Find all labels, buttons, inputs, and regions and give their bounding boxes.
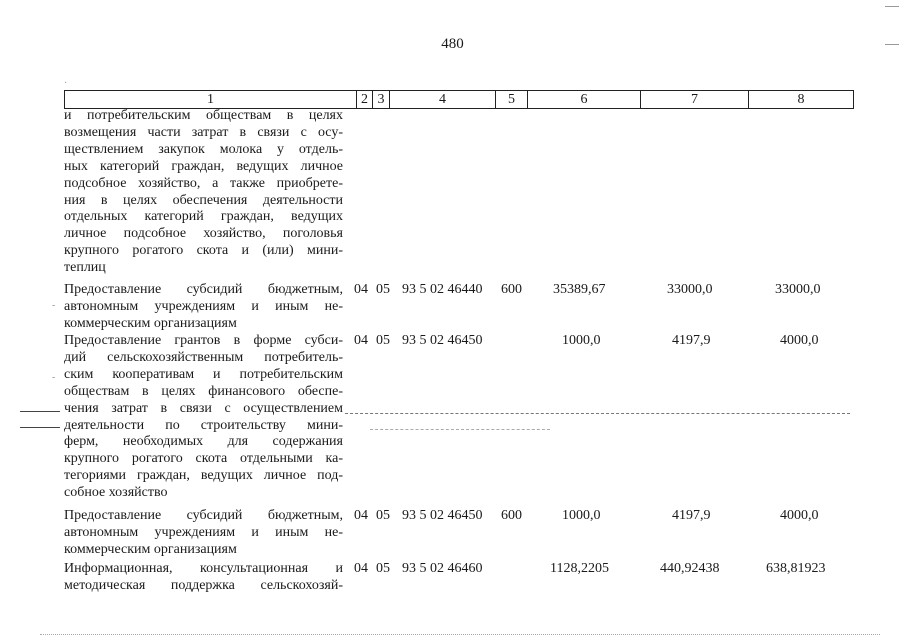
header-col-5: 5	[495, 91, 527, 108]
cell-value-6: 1000,0	[562, 508, 601, 523]
header-col-6: 6	[527, 91, 640, 108]
cell-value-6: 1128,2205	[550, 561, 609, 576]
table-row-description: Предоставление субсидий бюджетным, автономным учреждениям и иным не- коммерческим организациям	[64, 282, 343, 331]
cell-value-7: 4197,9	[672, 508, 711, 523]
scan-artifact-line	[40, 634, 880, 635]
cell-csr: 93 5 02 46450	[402, 333, 483, 348]
cell-csr: 93 5 02 46460	[402, 561, 483, 576]
scan-artifact-line	[885, 6, 899, 7]
page-number: 480	[441, 36, 464, 52]
cell-value-8: 4000,0	[780, 333, 819, 348]
cell-pr: 05	[376, 333, 390, 348]
cell-value-8: 33000,0	[775, 282, 821, 297]
cell-value-6: 1000,0	[562, 333, 601, 348]
cell-value-7: 33000,0	[667, 282, 713, 297]
cell-value-8: 638,81923	[766, 561, 826, 576]
table-row-description: Предоставление субсидий бюджетным, автономным учреждениям и иным не- коммерческим организациям	[64, 508, 343, 557]
scan-artifact-line	[20, 411, 60, 412]
table-header	[64, 90, 854, 109]
cell-csr: 93 5 02 46450	[402, 508, 483, 523]
cell-value-7: 440,92438	[660, 561, 720, 576]
header-col-1: 1	[207, 92, 214, 107]
cell-csr: 93 5 02 46440	[402, 282, 483, 297]
scan-artifact-line	[345, 413, 850, 414]
cell-value-6: 35389,67	[553, 282, 606, 297]
header-col-2: 2	[356, 91, 372, 108]
cell-rz: 04	[354, 508, 368, 523]
scan-artifact-mark: ·	[64, 78, 68, 89]
header-col-4: 4	[389, 91, 495, 108]
cell-vr: 600	[501, 508, 522, 523]
table-row-description: и потребительским обществам в целях возмещения части затрат в связи с осу- ществлением закупок молока у отдель- ных категорий граждан, ведущих личное подсобное хозяйство, а также приобрете- ния в целях обеспечения деятельности отдельных категорий граждан, ведущих личное подсобное хозяйство, поголовья крупного рогатого скота и (или) мини- теплиц	[64, 108, 343, 276]
cell-vr: 600	[501, 282, 522, 297]
scan-artifact-mark: -	[52, 372, 56, 383]
header-col-3: 3	[372, 91, 389, 108]
header-col-8: 8	[748, 91, 853, 108]
scan-artifact-line	[20, 427, 60, 428]
cell-value-8: 4000,0	[780, 508, 819, 523]
cell-pr: 05	[376, 282, 390, 297]
cell-rz: 04	[354, 282, 368, 297]
cell-pr: 05	[376, 508, 390, 523]
cell-rz: 04	[354, 561, 368, 576]
table-row-description: Предоставление грантов в форме субси- дий сельскохозяйственным потребитель- ским кооперативам и потребительским обществам в целях финансового обеспе- чения затрат в связи с осуществлением деятельности по строительству мини- ферм, необходимых для содержания крупного рогатого скота отдельными ка- тегориями граждан, ведущих личное под- собное хозяйство	[64, 333, 343, 501]
cell-value-7: 4197,9	[672, 333, 711, 348]
scan-artifact-line	[370, 429, 550, 430]
cell-rz: 04	[354, 333, 368, 348]
cell-pr: 05	[376, 561, 390, 576]
scan-artifact-mark: -	[52, 300, 56, 311]
table-row-description: Информационная, консультационная и методическая поддержка сельскохозяй-	[64, 561, 343, 593]
scan-artifact-line	[885, 44, 899, 45]
header-col-7: 7	[640, 91, 748, 108]
